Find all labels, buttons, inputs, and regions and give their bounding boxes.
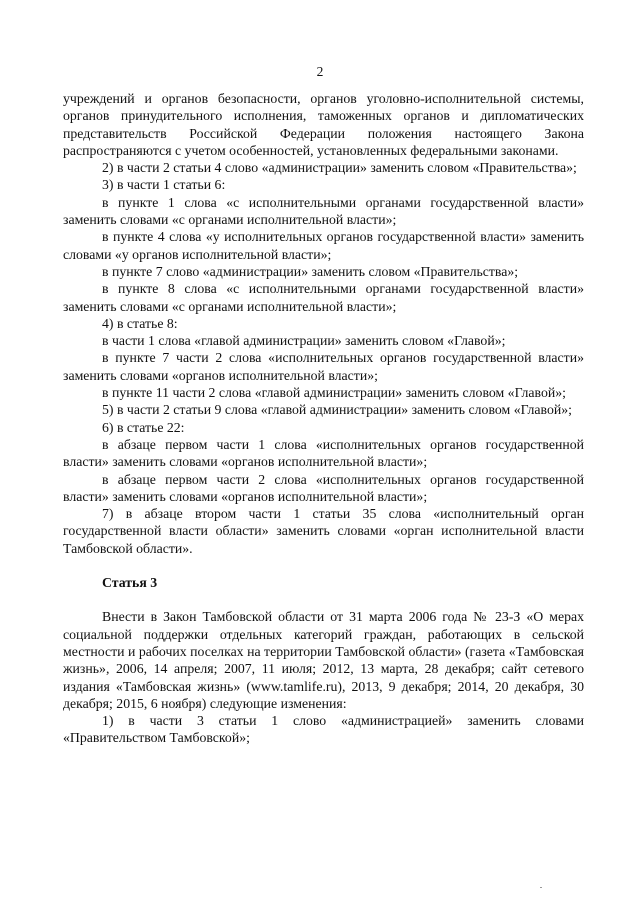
article-heading: Статья 3 (102, 575, 158, 591)
paragraph: в пункте 8 слова «с исполнительными органами государственной власти» заменить словами «с органами исполнительной власти»; (63, 281, 584, 314)
paragraph: 7) в абзаце втором части 1 статьи 35 слова «исполнительный орган государственной власти области» заменить словами «орган исполнительной власти Тамбовской области». (63, 506, 584, 556)
paragraph: 1) в части 3 статьи 1 слово «администрацией» заменить словами «Правительством Тамбовской»; (63, 713, 584, 746)
paragraph: в пункте 1 слова «с исполнительными органами государственной власти» заменить словами «с органами исполнительной власти»; (63, 194, 584, 228)
scan-speck (540, 887, 542, 888)
paragraph: 4) в статье 8: (102, 315, 178, 331)
paragraph: в пункте 4 слова «у исполнительных органов государственной власти» заменить словами «у органов исполнительной власти»; (63, 229, 584, 262)
paragraph: 3) в части 1 статьи 6: (102, 177, 226, 193)
paragraph: в части 1 слова «главой администрации» заменить словом «Главой»; (102, 333, 506, 349)
page-number: 2 (316, 64, 324, 79)
paragraph: в пункте 7 слово «администрации» заменить словом «Правительства»; (102, 263, 519, 279)
paragraph: 2) в части 2 статьи 4 слово «администрации» заменить словом «Правительства»; (102, 160, 577, 176)
paragraph: в пункте 7 части 2 слова «исполнительных органов государственной власти» заменить словами «органов исполнительной власти»; (63, 350, 584, 383)
paragraph: учреждений и органов безопасности, органов уголовно-исполнительной системы, органов принудительного исполнения, таможенных органов и дипломатических представительств Российской Федерации положения настоящего Закона распространяются с учетом особенностей, установленных федеральными законами. (63, 91, 584, 158)
paragraph: Внести в Закон Тамбовской области от 31 марта 2006 года № 23-З «О мерах социальной поддержки отдельных категорий граждан, работающих в сельской местности и рабочих поселках на территории Тамбовской области» (газета «Тамбовская жизнь», 2006, 14 апреля; 2007, 11 июля; 2012, 13 марта, 28 декабря; сайт сетевого издания «Тамбовская жизнь» (www.tamlife.ru), 2013, 9 декабря; 2014, 20 декабря, 30 декабря; 2015, 6 ноября) следующие изменения: (63, 609, 584, 711)
document-body (63, 90, 584, 747)
paragraph: 6) в статье 22: (102, 419, 185, 435)
paragraph: 5) в части 2 статьи 9 слова «главой администрации» заменить словом «Главой»; (102, 402, 572, 418)
paragraph: в абзаце первом части 1 слова «исполнительных органов государственной власти» заменить словами «органов исполнительной власти»; (63, 436, 584, 470)
paragraph: в абзаце первом части 2 слова «исполнительных органов государственной власти» заменить словами «органов исполнительной власти»; (63, 471, 584, 504)
paragraph: в пункте 11 части 2 слова «главой администрации» заменить словом «Главой»; (102, 385, 566, 401)
